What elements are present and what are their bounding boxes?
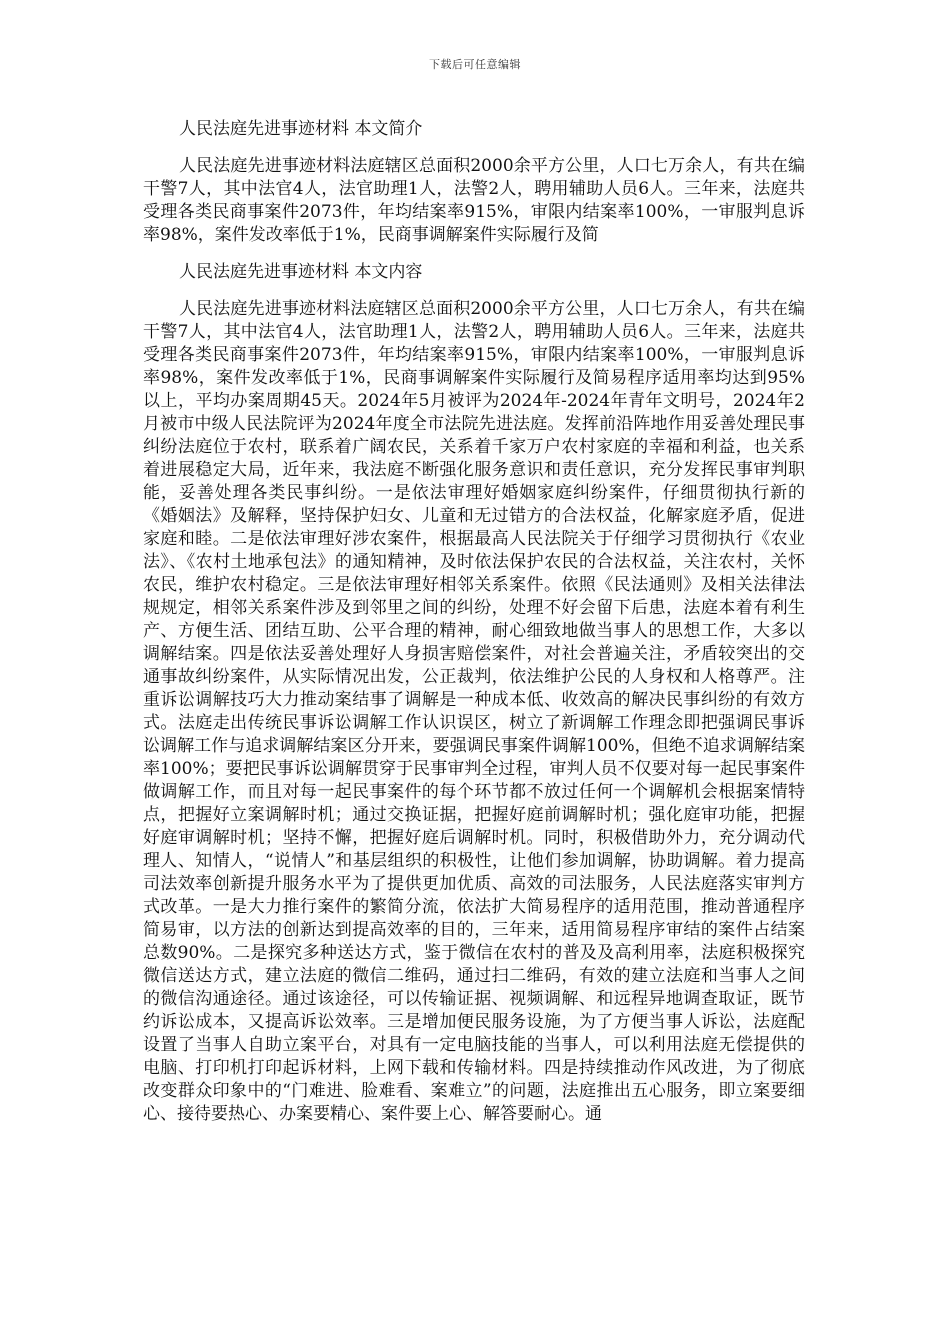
content-paragraph: 人民法庭先进事迹材料法庭辖区总面积2000余平方公里，人口七万余人，有共在编干警7人，其中法官4人，法官助理1人，法警2人，聘用辅助人员6人。三年来，法庭共受理各类民商事案件2073件，年均结案率915%，审限内结案率100%，一审服判息诉率98%，案件发改率低于1%，民商事调解案件实际履行及简易程序适用率均达到95%以上，平均办案周期45天。2024年5月被评为2024年-2024年青年文明号，2024年2月被市中级人民法院评为2024年度全市法院先进法庭。发挥前沿阵地作用妥善处理民事纠纷法庭位于农村，联系着广阔农民，关系着千家万户农村家庭的幸福和利益，也关系着进展稳定大局，近年来，我法庭不断强化服务意识和责任意识，充分发挥民事审判职能，妥善处理各类民事纠纷。一是依法审理好婚姻家庭纠纷案件，仔细贯彻执行新的《婚姻法》及解释，坚持保护妇女、儿童和无过错方的合法权益，化解家庭矛盾，促进家庭和睦。二是依法审理好涉农案件，根据最高人民法院关于仔细学习贯彻执行《农业法》、《农村土地承包法》的通知精神，及时依法保护农民的合法权益，关注农村，关怀农民，维护农村稳定。三是依法审理好相邻关系案件。依照《民法通则》及相关法律法规规定，相邻关系案件涉及到邻里之间的纠纷，处理不好会留下后患，法庭本着有利生产、方便生活、团结互助、公平合理的精神，耐心细致地做当事人的思想工作，大多以调解结案。四是依法妥善处理好人身损害赔偿案件，对社会普遍关注，矛盾较突出的交通事故纠纷案件，从实际情况出发，公正裁判，依法维护公民的人身权和人格尊严。注重诉讼调解技巧大力推动案结事了调解是一种成本低、收效高的解决民事纠纷的有效方式。法庭走出传统民事诉讼调解工作认识误区，树立了新调解工作理念即把强调民事诉讼调解工作与追求调解结案区分开来，要强调民事案件调解100%，但绝不追求调解结案率100%；要把民事诉讼调解贯穿于民事审判全过程，审判人员不仅要对每一起民事案件做调解工作，而且对每一起民事案件的每个环节都不放过任何一个调解机会根据案情特点，把握好立案调解时机；通过交换证据，把握好庭前调解时机；强化庭审功能，把握好庭审调解时机；坚持不懈，把握好庭后调解时机。同时，积极借助外力，充分调动代理人、知情人，“说情人”和基层组织的积极性，让他们参加调解，协助调解。着力提高司法效率创新提升服务水平为了提供更加优质、高效的司法服务，人民法庭落实审判方式改革。一是大力推行案件的繁简分流，依法扩大简易程序的适用范围，推动普通程序简易审，以方法的创新达到提高效率的目的，三年来，适用简易程序审结的案件占结案总数90%。二是探究多种送达方式，鉴于微信在农村的普及及高利用率，法庭积极探究微信送达方式，建立法庭的微信二维码，通过扫二维码，有效的建立法庭和当事人之间的微信沟通途径。通过该途径，可以传输证据、视频调解、和远程异地调查取证，既节约诉讼成本，又提高诉讼效率。三是增加便民服务设施，为了方便当事人诉讼，法庭配设置了当事人自助立案平台，对具有一定电脑技能的当事人，可以利用法庭无偿提供的电脑、打印机打印起诉材料，上网下载和传输材料。四是持续推动作风改进，为了彻底改变群众印象中的“门难进、脸难看、案难立”的问题，法庭推出五心服务，即立案要细心、接待要热心、办案要精心、案件要上心、解答要耐心。通 [143,299,805,1124]
summary-paragraph: 人民法庭先进事迹材料法庭辖区总面积2000余平方公里，人口七万余人，有共在编干警7人，其中法官4人，法官助理1人，法警2人，聘用辅助人员6人。三年来，法庭共受理各类民商事案件2073件，年均结案率915%，审限内结案率100%，一审服判息诉率98%，案件发改率低于1%，民商事调解案件实际履行及简 [143,156,805,245]
document-body [143,118,805,1126]
header-note: 下载后可任意编辑 [429,58,521,71]
section-title-content: 人民法庭先进事迹材料 本文内容 [179,262,423,282]
section-title-summary: 人民法庭先进事迹材料 本文简介 [179,119,423,139]
